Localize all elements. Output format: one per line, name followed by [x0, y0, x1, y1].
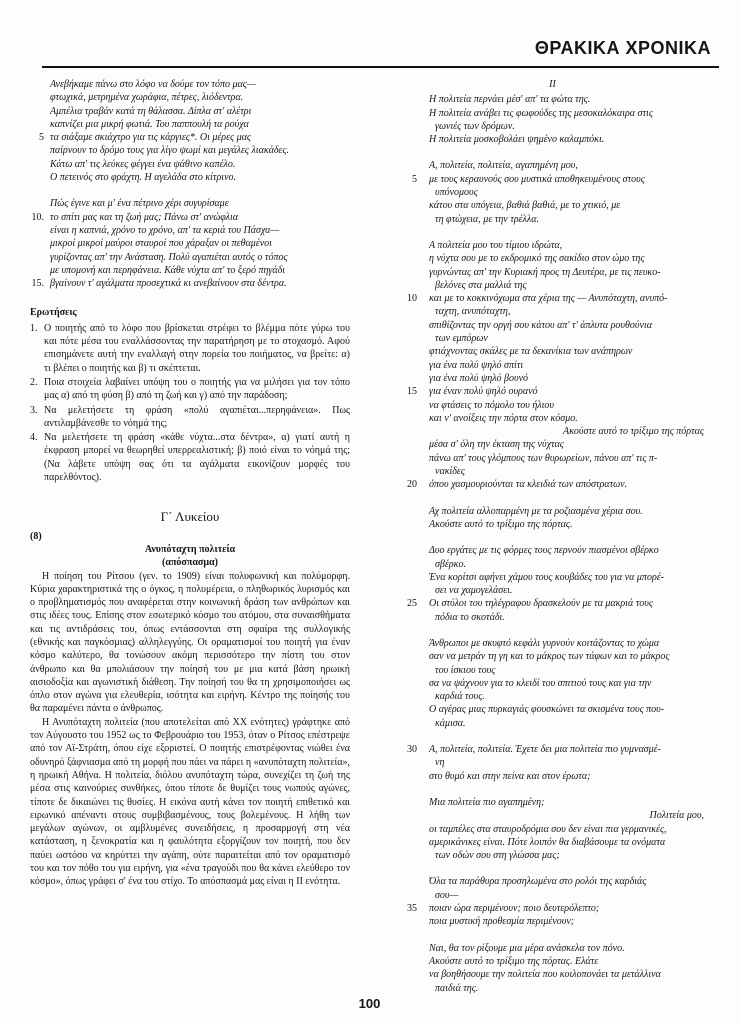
poem-line: [385, 823, 720, 836]
line-text: ταχτη, ανυπόταχτη,: [435, 306, 511, 318]
line-text: σα να ψάχνουν για το κλειδί του σπιτιού τους και για την: [429, 677, 652, 689]
line-text: Ναι, θα τον ρίξουμε μια μέρα ανάσκελα τον πόνο.: [429, 942, 625, 954]
line-text: Ο πετεινός στο φράχτη. Η αγελάδα στο κίτρινο.: [50, 172, 237, 184]
poem-subtitle: (απόσπασμα): [162, 557, 218, 569]
line-number: 5: [412, 173, 417, 185]
line-text: Α, πολιτεία, πολιτεία, αγαπημένη μου,: [429, 160, 578, 172]
line-text: Οι στύλοι του τηλέγραφου δρασκελούν με τα μακριά τους: [429, 598, 653, 610]
poem-line: [385, 213, 720, 226]
line-text: φτιάχνοντας σκάλες με τα δεκανίκια των ανάπηρων: [429, 346, 633, 358]
poem-line: [385, 239, 720, 252]
poem-line: [385, 597, 720, 610]
line-text: για ένα πολύ ψηλό βουνό: [429, 372, 529, 384]
paragraph: Η ποίηση του Ρίτσου (γεν. το 1909) είναι πολυφωνική και πολύμορφη. Κύρια χαρακτηριστικά της ο όγκος, η πολυμέρεια, ο πληθωρικός λυρισμός και ο προβληματισμός που αναφέρεται στην κοινωνική δράση των ανθρώπων και στις ιδέες τους. Επίσης στον εσωτερικό κόσμο του ατόμου, στα συναισθήματα και τις αντιδράσεις του, όπως εντάσσονται στη σφαίρα της συλλογικής (εθνικής και παγκόσμιας) αλληλεγγύης. Οι οραματισμοί του ποιητή για έναν κόσμο καλύτερο, θα τονώσουν ακόμη περισσότερο την πίστη του στον άνθρωπο και θα μπολιάσουν την ποίησή του με μια κατά βάση ηρωική αισιοδοξία και αγωνιστική διάθεση. Την ποίησή του θα τη χρησιμοποιήσει ως όπλο στον αγώνα για ελευθερία, ισότητα και ειρήνη. Κέντρο της ποίησής του θα παραμένει πάντα ο άνθρωπος.: [30, 570, 350, 715]
line-text: παίρνουν το δρόμο τους για λίγο ψωμί και μεγάλες λιακάδες.: [50, 145, 290, 157]
line-text: φτωχικά, μετρημένα χωράφια, πέτρες, λιόδεντρα.: [50, 92, 244, 104]
line-text: Α πολιτεία μου του τίμιου ιδρώτα,: [429, 239, 563, 251]
poem-line: [30, 118, 350, 131]
line-number: 20: [407, 479, 417, 491]
poem-line: [385, 159, 720, 172]
line-text: βγαίνουν τ' αγάλματα προσεχτικά κι ανεβαίνουν στα δέντρα.: [50, 278, 287, 290]
stanza-break: [385, 862, 720, 875]
line-number: 30: [407, 744, 417, 756]
poem-line: [30, 224, 350, 237]
line-text: Αχ πολιτεία αλλοπαρμένη με τα ροζιασμένα χέρια σου.: [429, 505, 643, 517]
poem-line: [385, 279, 720, 292]
line-text: Αμπέλια τραβάν κατά τη θάλασσα. Δίπλα στ' αλέτρι: [50, 105, 252, 117]
line-text: των οδών σου στη γλώσσα μας;: [435, 850, 560, 862]
line-text: γυρνώντας απ' την Κυριακή προς τη Δευτέρα, με τις πευκο-: [429, 266, 661, 278]
question-item: [30, 431, 350, 484]
poem-line: [385, 703, 720, 716]
poem-line: [385, 770, 720, 783]
poem-line: [385, 558, 720, 571]
question-item: [30, 322, 350, 375]
poem-line: [385, 796, 720, 809]
line-text: των εμπόρων: [435, 333, 488, 345]
poem-line: [385, 544, 720, 557]
questions-heading: Ερωτήσεις: [30, 307, 77, 319]
section-number: (8): [30, 530, 42, 542]
poem-line: [385, 915, 720, 928]
stanza-break: [385, 226, 720, 239]
line-text: ποια μυστική προθεσμία περιμένουν;: [429, 916, 575, 928]
line-text: Η πολιτεία περνάει μέσ' απ' τα φώτα της.: [429, 94, 591, 106]
poem-line: [30, 78, 350, 91]
poem-line: [385, 690, 720, 703]
line-text: να φτάσεις το πόμολο του ήλιου: [429, 399, 555, 411]
poem-line: [385, 133, 720, 146]
line-text: Ο αγέρας μιας πυρκαγιάς φουσκώνει τα σκισμένα τους που-: [429, 704, 665, 716]
line-text: αμερικάνικες είναι. Πότε λοιπόν θα διαβάσουμε τα ονόματα: [429, 836, 666, 848]
poem-line: [30, 251, 350, 264]
line-text: Όλα τα παράθυρα προσηλωμένα στο ρολόι της καρδιάς: [429, 876, 647, 888]
line-text: να βοηθήσουμε την πολιτεία που κοιλοπονάει τα μετάλλινα: [429, 969, 661, 981]
line-text: Πώς έγινε και μ' ένα πέτρινο χέρι συγυρίσαμε: [50, 198, 229, 210]
poem-line: [30, 197, 350, 210]
line-text: με υπομονή και περηφάνεια. Κάθε νύχτα απ' το ξερό πηγάδι: [50, 264, 286, 276]
line-text: Πολιτεία μου,: [649, 810, 704, 822]
line-text: στο θυμό και στην πείνα και στον έρωτα;: [429, 770, 591, 782]
line-text: τη φτώχεια, με την τρέλλα.: [435, 213, 539, 225]
line-text: μέσα σ' όλη την έκταση της νύχτας: [429, 439, 564, 451]
poem-line: [30, 144, 350, 157]
poem-line: [385, 611, 720, 624]
line-text: σου—: [435, 889, 459, 901]
poem-line: [385, 968, 720, 981]
line-number: 15.: [31, 278, 44, 290]
poem-line: [385, 252, 720, 265]
stanza-break: [385, 146, 720, 159]
stanza-break: [385, 492, 720, 505]
line-text: το σπίτι μας και τη ζωή μας; Πάνω στ' ανώφλια: [50, 211, 238, 223]
line-text: καπνίζει μια μικρή φωτιά. Του παππουλή τα ρούχα: [50, 118, 249, 130]
poem-line: [385, 120, 720, 133]
line-text: με τους κεραυνούς σου μυστικά αποθηκευμένους στους: [429, 173, 645, 185]
line-text: γυρίζοντας απ' την Ανάσταση. Πολύ αγαπιέται αυτός ο τόπος: [50, 251, 288, 263]
poem-line: [385, 266, 720, 279]
poem-line: [30, 211, 350, 224]
line-number: 10.: [31, 211, 44, 223]
line-text: κάμισα.: [435, 717, 466, 729]
poem-line: [385, 332, 720, 345]
poem-line: [385, 677, 720, 690]
poem-line: [30, 277, 350, 290]
poem-line: [385, 664, 720, 677]
line-text: για ένα πολύ ψηλό σπίτι: [429, 359, 524, 371]
poem-line: [385, 717, 720, 730]
poem-line: [385, 875, 720, 888]
question-number: 3.: [30, 404, 38, 416]
stanza-break: [385, 783, 720, 796]
line-text: νη: [435, 757, 445, 769]
poem-line: [385, 399, 720, 412]
left-column: [30, 78, 350, 889]
line-text: Δυο εργάτες με τις φόρμες τους περνούν πιασμένοι σβέρκο: [429, 545, 659, 557]
poem-excerpt: [30, 78, 350, 290]
question-text: Να μελετήσετε τη φράση «πολύ αγαπιέται...περηφάνεια». Πως αντιλαμβάνεσθε το νόημά της;: [44, 404, 350, 429]
line-text: η νύχτα σου με το εκδρομικό της σακίδιο στον ώμο της: [429, 253, 645, 265]
line-text: παιδιά της.: [435, 982, 479, 994]
question-text: Ο ποιητής από το λόφο που βρίσκεται στρέφει το βλέμμα πότε γύρω του και πότε μέσα του εναλλάσσοντας την παρατήρηση με το στοχασμό. Αφού επισημάνετε αυτή την εναλλαγή στην πορεία του ποιήματος, να βρείτε: α) τι βλέπει ο ποιητής και β) τι σκέπτεται.: [44, 322, 350, 374]
line-text: κάτου στα υπόγεια, βαθιά βαθιά, με το χτικιό, με: [429, 200, 621, 212]
line-text: πάνω απ' τους γλόμπους των θυρωρείων, πάνου απ' τις π-: [429, 452, 658, 464]
poem-line: [385, 902, 720, 915]
line-text: σαν να μετράν τη γη και το μάκρος των τάφων και το μάκρος: [429, 651, 670, 663]
poem-line: [385, 889, 720, 902]
poem-line: [385, 372, 720, 385]
poem-line: [385, 743, 720, 756]
poem-text: [385, 93, 720, 995]
poem-line: [385, 107, 720, 120]
poem-line: [385, 505, 720, 518]
poem-line: [30, 158, 350, 171]
line-number: 35: [407, 903, 417, 915]
line-text: μικροί μικροί μαύροι σταυροί που χάραξαν οι πεθαμένοι: [50, 238, 272, 250]
line-text: βελόνες στα μαλλιά της: [435, 279, 527, 291]
question-number: 1.: [30, 322, 38, 334]
poem-line: [385, 756, 720, 769]
poem-line: [385, 186, 720, 199]
poem-line: [30, 91, 350, 104]
poem-line: [30, 105, 350, 118]
line-text: για έναν πολύ ψηλό ουρανό: [429, 386, 538, 398]
line-text: Άνθρωποι με σκυφτό κεφάλι γυρνούν κοιτάζοντας το χώμα: [429, 637, 660, 649]
line-number: 15: [407, 386, 417, 398]
poem-line: [385, 438, 720, 451]
poem-line: [385, 650, 720, 663]
line-text: σπιθίζοντας την οργή σου κάτου απ' τ' άπλυτα ρουθούνια: [429, 319, 652, 331]
stanza-break: [385, 929, 720, 942]
poem-line: [385, 637, 720, 650]
line-text: του ίσκιου τους: [435, 664, 496, 676]
journal-title: ΘΡΑΚΙΚΑ ΧΡΟΝΙΚΑ: [534, 38, 711, 58]
right-column: [385, 78, 720, 995]
line-number: 25: [407, 598, 417, 610]
line-text: σβέρκο.: [435, 558, 466, 570]
stanza-break: [385, 531, 720, 544]
poem-line: [385, 478, 720, 491]
poem-line: [385, 518, 720, 531]
poem-line: [385, 942, 720, 955]
poem-line: [385, 809, 720, 822]
poem-line: [385, 584, 720, 597]
stanza-break: [385, 730, 720, 743]
line-text: είναι η καπνιά, χρόνο το χρόνο, απ' τα κεριά του Πάσχα—: [50, 224, 280, 236]
stanza-break: [30, 184, 350, 197]
line-text: οι ταμπέλες στα σταυροδρόμια σου δεν είναι πια γερμανικές,: [429, 823, 667, 835]
line-text: Η πολιτεία μοσκοβολάει ψημένο καλαμπόκι.: [429, 134, 605, 146]
page-number: 100: [358, 996, 381, 1011]
line-text: Ακούστε αυτό το τρίξιμο της πόρτας.: [429, 518, 573, 530]
line-text: καρδιά τους.: [435, 691, 485, 703]
line-text: γωνιές των δρόμων.: [435, 120, 515, 132]
line-text: όπου χασμουριούνται τα κλειδιά των απόστρατων.: [429, 479, 628, 491]
question-text: Να μελετήσετε τη φράση «κάθε νύχτα...στα δέντρα», α) γιατί αυτή η έκφραση μπορεί να θεωρηθεί υπερρεαλιστική; β) ποιό είναι το νόημά της; (Να λάβετε υπόψη σας ότι τα αγάλματα εικονίζουν μορφές του παρελθόντος).: [44, 432, 350, 484]
poem-line: [30, 264, 350, 277]
line-text: νακίδες: [435, 466, 465, 478]
question-item: [30, 376, 350, 403]
line-number: 10: [407, 293, 417, 305]
question-number: 4.: [30, 432, 38, 444]
line-text: Μια πολιτεία πιο αγαπημένη;: [429, 796, 545, 808]
line-text: υπόνομους: [435, 187, 478, 199]
poem-line: [385, 836, 720, 849]
section-heading: Γ΄ Λυκείου: [160, 509, 220, 525]
line-text: Ακούστε αυτό το τρίξιμο της πόρτας. Ελάτε: [429, 955, 599, 967]
poem-line: [385, 465, 720, 478]
poem-line: [30, 237, 350, 250]
line-text: Ακούστε αυτό το τρίξιμο της πόρτας: [563, 426, 704, 438]
line-text: και με το κοκκινόχωμα στα χέρια της — Ανυπόταχτη, ανυπό-: [429, 293, 668, 305]
running-header: [42, 36, 719, 68]
line-text: Κάτω απ' τις λεύκες φέγγει ένα ψάθινο καπέλο.: [50, 158, 236, 170]
stanza-break: [385, 624, 720, 637]
poem-title: Ανυπόταχτη πολιτεία: [144, 543, 236, 555]
line-text: σει να χαμογελάσει.: [435, 585, 513, 597]
line-number: 5: [39, 132, 44, 144]
poem-line: [385, 305, 720, 318]
line-text: Ένα κορίτσι αφήνει χάμου τους κουβάδες του για να μπορέ-: [429, 571, 665, 583]
poem-line: [385, 849, 720, 862]
poem-line: [30, 171, 350, 184]
poem-line: [385, 292, 720, 305]
poem-line: [385, 345, 720, 358]
line-text: Ανεβήκαμε πάνω στο λόφο να δούμε τον τόπο μας—: [50, 79, 256, 90]
poem-section-numeral: ΙΙ: [549, 79, 556, 90]
poem-line: [385, 93, 720, 106]
poem-line: [385, 319, 720, 332]
line-text: Α, πολιτεία, πολιτεία. Έχετε δει μια πολιτεία πιο γυμνασμέ-: [429, 744, 661, 756]
line-text: τα σιάξαμε σκιάχτρο για τις κάργιες*. Οι μέρες μας: [50, 132, 251, 144]
line-text: και ν' ανοίξεις την πόρτα στον κόσμο.: [429, 412, 578, 424]
commentary-text: [30, 570, 350, 889]
line-text: ποιαν ώρα περιμένουν; ποιο δευτερόλεπτο;: [429, 903, 600, 915]
poem-line: [385, 199, 720, 212]
poem-line: [385, 571, 720, 584]
line-text: πόδια το σκοτάδι.: [435, 611, 505, 623]
poem-line: [385, 452, 720, 465]
poem-line: [385, 412, 720, 425]
poem-line: [385, 385, 720, 398]
question-item: [30, 404, 350, 431]
poem-line: [30, 131, 350, 144]
poem-line: [385, 982, 720, 995]
question-number: 2.: [30, 376, 38, 388]
line-text: Η πολιτεία ανάβει τις φωφούδες της μεσοκαλόκαιρα στις: [429, 107, 653, 119]
poem-line: [385, 955, 720, 968]
paragraph: Η Ανυπόταχτη πολιτεία (που αποτελείται από XX ενότητες) γράφτηκε από τον Αύγουστο του 1952 ως το Φεβρουάριο του 1953, όταν ο Ρίτσος επέστρεψε από τον Αϊ-Στράτη, όπου είχε εξοριστεί. Ο ποιητής επιστρέφοντας νιώθει ένα οδυνηρό ξάφνιασμα από τη μορφή που πάει να πάρει η «ανυπόταχτη πολιτεία», η ηρωική Αθήνα. Η πολιτεία, διόλου ανυπόταχτη τώρα, συνεχίζει τη ζωή της μέσα στις καινούριες συνθήκες, όπου τίποτε δε θυμίζει τους νωπούς αγώνες, τίποτε δε δικαιώνει τις θυσίες. Η εικόνα αυτή κάνει τον ποιητή επιθετικό και ειρωνικό απέναντι στους συμβιβασμένους, τους βολεμένους. Η λήθη των μεγάλων αγώνων, οι αμβλυμένες συνειδήσεις, η προσαρμογή στη νέα κατάσταση, η ξενοκρατία και η φαυλότητα εξοργίζουν τον ποιητή, που δεν παύει ωστόσο να κηρύττει την αγάπη, ούτε παραιτείται από τον οραματισμό του και τον πόθο του για ειρήνη, για «ένα τραγούδι που θα κάνει ελεύθερο τον κόσμο», όπως γράφει σ' ένα του στίχο. Το απόσπασμά μας είναι η ΙΙ ενότητα.: [30, 716, 350, 888]
poem-line: [385, 173, 720, 186]
question-text: Ποια στοιχεία λαβαίνει υπόψη του ο ποιητής για να μιλήσει για τον τόπο μας α) από τη φύση β) από τη ζωή και γ) από την παράδοση;: [44, 376, 350, 402]
questions-list: [30, 322, 350, 485]
poem-line: [385, 425, 720, 438]
poem-line: [385, 359, 720, 372]
